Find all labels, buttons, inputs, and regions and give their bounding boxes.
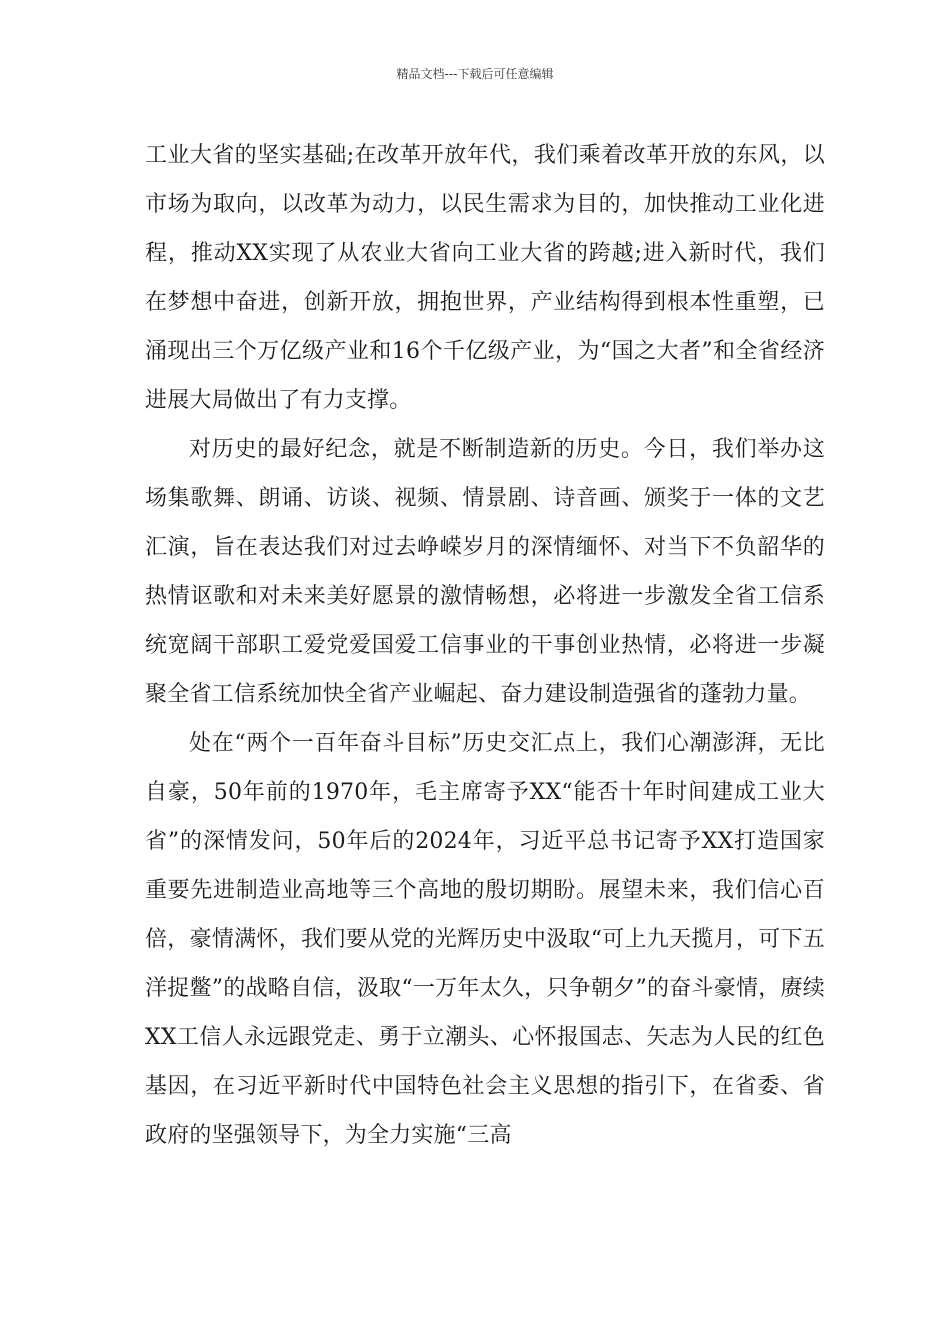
paragraph-2: 对历史的最好纪念，就是不断制造新的历史。今日，我们举办这场集歌舞、朗诵、访谈、视频、情景剧、诗音画、颁奖于一体的文艺汇演，旨在表达我们对过去峥嵘岁月的深情缅怀、对当下不负韶华的热情讴歌和对未来美好愿景的激情畅想，必将进一步激发全省工信系统宽阔干部职工爱党爱国爱工信事业的干事创业热情，必将进一步凝聚全省工信系统加快全省产业崛起、奋力建设制造强省的蓬勃力量。 (145, 437, 825, 707)
page-header: 精品文档---下载后可任意编辑 (396, 67, 554, 81)
paragraph-3: 处在“两个一百年奋斗目标”历史交汇点上，我们心潮澎湃，无比自豪，50年前的1970年，毛主席寄予XX“能否十年时间建成工业大省”的深情发问，50年后的2024年，习近平总书记寄予XX打造国家重要先进制造业高地等三个高地的殷切期盼。展望未来，我们信心百倍，豪情满怀，我们要从党的光辉历史中汲取“可上九天揽月，可下五洋捉鳖”的战略自信，汲取“一万年太久，只争朝夕”的奋斗豪情，赓续XX工信人永远跟党走、勇于立潮头、心怀报国志、矢志为人民的红色基因，在习近平新时代中国特色社会主义思想的指引下，在省委、省政府的坚强领导下，为全力实施“三高 (145, 731, 825, 1148)
paragraph-1: 工业大省的坚实基础;在改革开放年代，我们乘着改革开放的东风，以市场为取向，以改革为动力，以民生需求为目的，加快推动工业化进程，推动XX实现了从农业大省向工业大省的跨越;进入新时代，我们在梦想中奋进，创新开放，拥抱世界，产业结构得到根本性重塑，已涌现出三个万亿级产业和16个千亿级产业，为“国之大者”和全省经济进展大局做出了有力支撑。 (145, 143, 825, 413)
document-body (145, 131, 825, 1160)
